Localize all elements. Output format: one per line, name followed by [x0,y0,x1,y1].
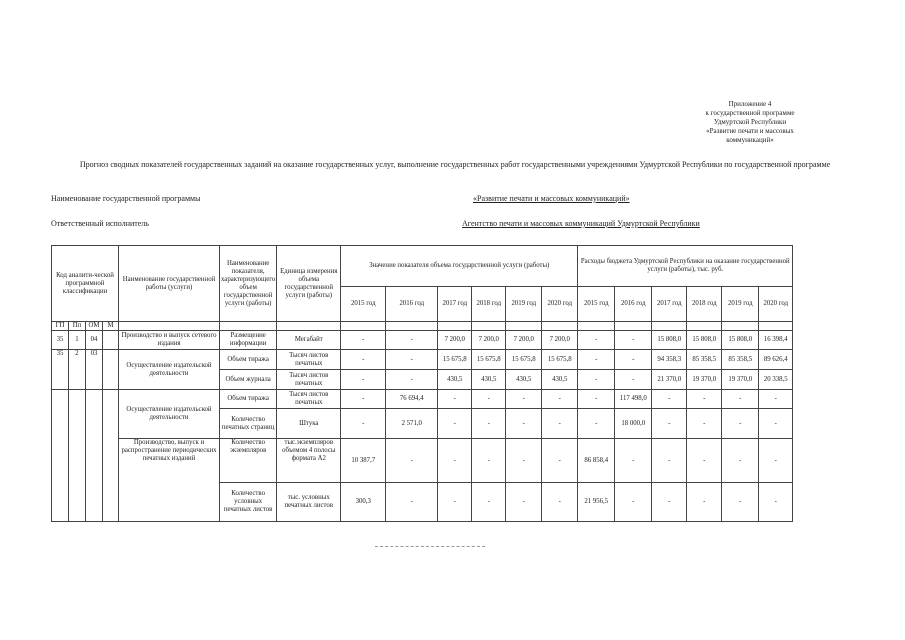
volume-2015: - [341,331,386,350]
budget-2016: 117 498,0 [615,390,652,409]
volume-2018: - [472,439,506,483]
budget-year-2016: 2016 год [615,287,652,322]
budget-2016: - [615,370,652,390]
volume-year-2018: 2018 год [472,287,506,322]
row-indicator: Количество печатных страниц [220,409,277,439]
indicators-table [51,245,793,522]
appendix-line-1: Приложение 4 [728,100,772,108]
budget-year-2019: 2019 год [722,287,759,322]
row-indicator: Количество экземпляров [220,439,277,483]
volume-2019: 7 200,0 [506,331,542,350]
budget-2020: 20 338,5 [759,370,793,390]
volume-2020: - [542,439,578,483]
budget-2018: 15 808,0 [687,331,722,350]
volume-2017: - [438,409,472,439]
row-unit: Тысяч листов печатных [277,390,341,409]
program-label: Наименование государственной программы [51,194,201,203]
volume-2017: - [438,439,472,483]
volume-2019: - [506,483,542,522]
volume-2020: 15 675,8 [542,350,578,370]
volume-2016: - [386,439,438,483]
budget-2017: 15 808,0 [652,331,687,350]
budget-2015: - [578,390,615,409]
row-service: Производство, выпуск и распространение периодических печатных изданий [119,439,220,522]
budget-2020: - [759,439,793,483]
volume-2019: - [506,390,542,409]
budget-2017: - [652,409,687,439]
budget-2015: 21 956,5 [578,483,615,522]
budget-2019: - [722,439,759,483]
program-value: «Развитие печати и массовых коммуникаций» [473,194,630,203]
row-indicator: Объем журнала [220,370,277,390]
volume-2018: 430,5 [472,370,506,390]
budget-2020: - [759,409,793,439]
row-unit: Штука [277,409,341,439]
volume-year-2017: 2017 год [438,287,472,322]
budget-year-2015: 2015 год [578,287,615,322]
header-budget-group: Расходы бюджета Удмуртской Республики на оказание государственной услуги (работы), тыс. руб. [578,246,793,287]
budget-2019: 19 370,0 [722,370,759,390]
header-volume-group: Значение показателя объема государственной услуги (работы) [341,246,578,287]
volume-year-2015: 2015 год [341,287,386,322]
appendix-line-5: коммуникаций» [726,136,774,144]
table-row [52,439,793,483]
budget-year-2018: 2018 год [687,287,722,322]
page-footer-line [375,546,485,547]
budget-2019: - [722,483,759,522]
volume-2019: 15 675,8 [506,350,542,370]
budget-2015: - [578,409,615,439]
row-indicator: Объем тиража [220,350,277,370]
volume-2018: - [472,409,506,439]
budget-2018: 85 358,5 [687,350,722,370]
document-title: Прогноз сводных показателей государственных заданий на оказание государственных услуг, выполнение государственных работ государственными учреждениями Удмуртской Республики по государственной программе [79,160,831,169]
header-unit: Единица измерения объема государственной услуги (работы) [277,246,341,322]
row-unit: тыс. условных печатных листов [277,483,341,522]
volume-2019: - [506,409,542,439]
volume-2018: - [472,483,506,522]
header-indicator: Наименование показателя, характеризующего объем государственной услуги (работы) [220,246,277,322]
header-code: Код аналити-ческой программной классификации [52,246,119,322]
row-pp: 1 [69,331,86,350]
budget-2016: - [615,439,652,483]
volume-2020: - [542,390,578,409]
budget-2019: 15 808,0 [722,331,759,350]
volume-2017: - [438,390,472,409]
volume-2020: - [542,409,578,439]
budget-2015: - [578,370,615,390]
budget-2017: 94 358,3 [652,350,687,370]
volume-2020: 430,5 [542,370,578,390]
row-unit: Мегабайт [277,331,341,350]
row-indicator: Объем тиража [220,390,277,409]
code-pp-header: Пп [69,322,86,331]
budget-year-2017: 2017 год [652,287,687,322]
budget-2018: - [687,439,722,483]
budget-2018: - [687,483,722,522]
budget-2016: - [615,483,652,522]
budget-2018: 19 370,0 [687,370,722,390]
volume-2015: 10 387,7 [341,439,386,483]
volume-year-2020: 2020 год [542,287,578,322]
budget-year-2020: 2020 год [759,287,793,322]
row-indicator: Количество условных печатных листов [220,483,277,522]
volume-2015: 300,3 [341,483,386,522]
executor-label: Ответственный исполнитель [51,219,149,228]
volume-2019: - [506,439,542,483]
volume-2017: 7 200,0 [438,331,472,350]
row-m [103,350,119,390]
volume-2018: 7 200,0 [472,331,506,350]
row-pp: 2 [69,350,86,390]
budget-2020: 89 626,4 [759,350,793,370]
table-row [52,331,793,350]
volume-year-2016: 2016 год [386,287,438,322]
row-gp: 35 [52,350,69,390]
code-gp-header: ГП [52,322,69,331]
volume-2017: - [438,483,472,522]
budget-2020: - [759,390,793,409]
volume-2016: 2 571,0 [386,409,438,439]
table-row [52,390,793,409]
row-service: Осуществление издательской деятельности [119,350,220,390]
volume-2016: - [386,370,438,390]
budget-2018: - [687,409,722,439]
budget-2017: - [652,390,687,409]
volume-2020: - [542,483,578,522]
row-indicator: Размещение информации [220,331,277,350]
row-m [103,331,119,350]
volume-2015: - [341,370,386,390]
appendix-line-2: к государственной программе [705,109,795,117]
header-row-code-parts [52,322,793,331]
budget-2019: - [722,390,759,409]
budget-2017: - [652,439,687,483]
appendix-line-3: Удмуртской Республики [713,118,787,126]
budget-2020: 16 398,4 [759,331,793,350]
appendix-block [650,100,850,145]
row-service: Производство и выпуск сетевого издания [119,331,220,350]
budget-2019: - [722,409,759,439]
row-om: 03 [86,350,103,390]
volume-2015: - [341,409,386,439]
row-unit: Тысяч листов печатных [277,370,341,390]
row-gp: 35 [52,331,69,350]
volume-2016: - [386,483,438,522]
volume-2018: - [472,390,506,409]
row-unit: Тысяч листов печатных [277,350,341,370]
volume-2017: 430,5 [438,370,472,390]
code-m-header: М [103,322,119,331]
executor-value: Агентство печати и массовых коммуникаций Удмуртской Республики [462,219,700,228]
volume-2018: 15 675,8 [472,350,506,370]
volume-2020: 7 200,0 [542,331,578,350]
row-service: Осуществление издательской деятельности [119,390,220,439]
budget-2017: 21 370,0 [652,370,687,390]
header-row-1 [52,246,793,287]
table-row [52,350,793,370]
volume-year-2019: 2019 год [506,287,542,322]
budget-2015: - [578,331,615,350]
volume-2016: - [386,350,438,370]
budget-2015: 86 858,4 [578,439,615,483]
budget-2018: - [687,390,722,409]
budget-2015: - [578,350,615,370]
budget-2016: - [615,331,652,350]
budget-2016: 18 000,0 [615,409,652,439]
header-service-name: Наименование государственной работы (услуги) [119,246,220,322]
row-unit: тыс.экземпляров объемом 4 полосы формата А2 [277,439,341,483]
budget-2020: - [759,483,793,522]
budget-2017: - [652,483,687,522]
appendix-line-4: «Развитие печати и массовых [706,127,794,135]
budget-2019: 85 358,5 [722,350,759,370]
volume-2017: 15 675,8 [438,350,472,370]
volume-2015: - [341,390,386,409]
budget-2016: - [615,350,652,370]
volume-2015: - [341,350,386,370]
code-om-header: ОМ [86,322,103,331]
row-om: 04 [86,331,103,350]
volume-2019: 430,5 [506,370,542,390]
volume-2016: 76 694,4 [386,390,438,409]
volume-2016: - [386,331,438,350]
